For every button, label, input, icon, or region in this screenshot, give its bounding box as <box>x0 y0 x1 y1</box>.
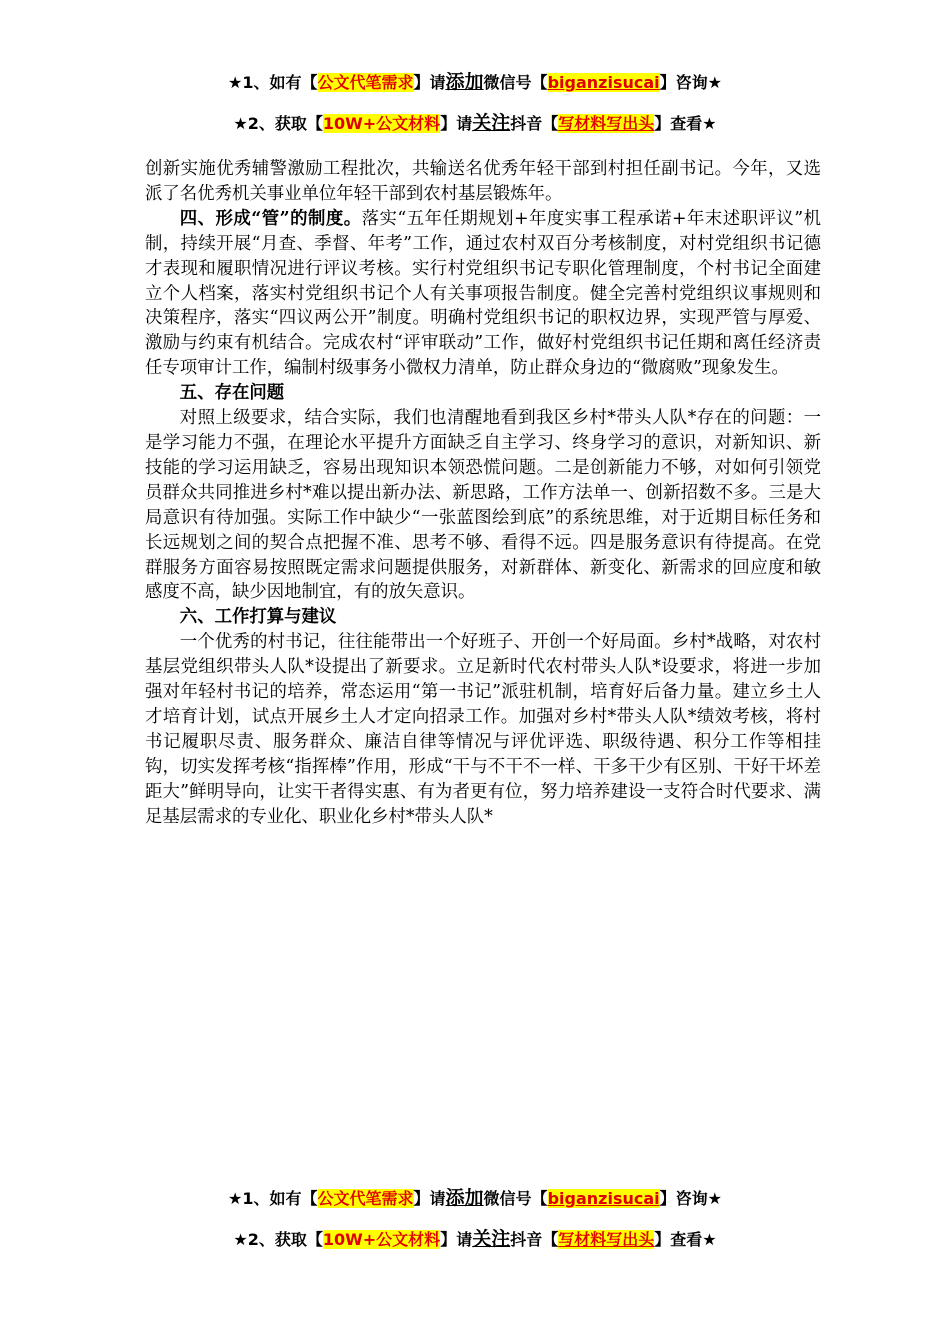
ad-text: 】请 <box>440 1230 473 1249</box>
ad-highlight-service: 公文代笔需求 <box>317 73 414 92</box>
section-5-title: 五、存在问题 <box>179 383 285 404</box>
ad-emphasis: 关注 <box>472 112 511 134</box>
ad-wechat-id: biganzisucai <box>547 1189 660 1208</box>
ad-text: 】请 <box>440 114 473 133</box>
ad-text: 】请 <box>413 1189 446 1208</box>
paragraph-continuation: 创新实施优秀辅警激励工程批次，共输送名优秀年轻干部到村担任副书记。今年，又选派了名优秀机关事业单位年轻干部到农村基层锻炼年。 <box>145 159 821 204</box>
section-6-text: 一个优秀的村书记，往往能带出一个好班子、开创一个好局面。乡村*战略，对农村基层党组织带头人队*设提出了新要求。立足新时代农村带头人队*设要求，将进一步加强对年轻村书记的培养，常态运用“第一书记”派驻机制，培育好后备力量。建立乡土人才培育计划，试点开展乡土人才定向招录工作。加强对乡村*带头人队*绩效考核，将村书记履职尽责、服务群众、廉洁自律等情况与评优评选、职级待遇、积分工作等相挂钩，切实发挥考核“指挥棒”作用，形成“干与不干不一样、干多干少有区别、干好干坏差距大”鲜明导向，让实干者得实惠、有为者更有位，努力培养建设一支符合时代要求、满足基层需求的专业化、职业化乡村*带头人队* <box>145 632 821 827</box>
ad-text: 微信号【 <box>483 73 548 92</box>
section-4-text: 落实“五年任期规划+年度实事工程承诺+年末述职评议”机制，持续开展“月查、季督、年考”工作，通过农村双百分考核制度，对村党组织书记德才表现和履职情况进行评议考核。实行村党组织书记专职化管理制度，个村书记全面建立个人档案，落实村党组织书记个人有关事项报告制度。健全完善村党组织议事规则和决策程序，落实“四议两公开”制度。明确村党组织书记的职权边界，实现严管与厚爱、激励与约束有机结合。完成农村“评审联动”工作，做好村党组织书记任期和离任经济责任专项审计工作，编制村级事务小微权力清单，防止群众身边的“微腐败”现象发生。 <box>145 208 821 379</box>
ad-highlight-materials: 10W+公文材料 <box>322 1230 441 1249</box>
ad-text: 】查看★ <box>654 1230 717 1249</box>
section-5-text: 对照上级要求，结合实际，我们也清醒地看到我区乡村*带头人队*存在的问题：一是学习能力不强，在理论水平提升方面缺乏自主学习、终身学习的意识，对新知识、新技能的学习运用缺乏，容易出现知识本领恐慌问题。二是创新能力不够，对如何引领党员群众共同推进乡村*难以提出新办法、新思路，工作方法单一、创新招数不多。三是大局意识有待加强。实际工作中缺少“一张蓝图绘到底”的系统思维，对于近期目标任务和长远规划之间的契合点把握不准、思考不够、看得不远。四是服务意识有待提高。在党群服务方面容易按照既定需求问题提供服务，对新群体、新变化、新需求的回应度和敏感度不高，缺少因地制宜，有的放矢意识。 <box>145 408 821 603</box>
footer-ad-line-2 <box>0 1228 950 1251</box>
header-ad-line-1 <box>0 71 950 94</box>
ad-text: 抖音【 <box>510 1230 559 1249</box>
ad-text: 】查看★ <box>654 114 717 133</box>
ad-douyin-account: 写材料写出头 <box>558 1230 655 1249</box>
ad-wechat-id: biganzisucai <box>547 73 660 92</box>
ad-text: 】请 <box>413 73 446 92</box>
ad-douyin-account: 写材料写出头 <box>558 114 655 133</box>
ad-highlight-service: 公文代笔需求 <box>317 1189 414 1208</box>
ad-text: 】咨询★ <box>659 73 722 92</box>
ad-text: 微信号【 <box>483 1189 548 1208</box>
ad-text: ★2、获取【 <box>233 114 323 133</box>
ad-text: 抖音【 <box>510 114 559 133</box>
header-ad-line-2 <box>0 112 950 135</box>
document-body <box>145 157 821 829</box>
section-4-paragraph <box>145 207 821 381</box>
ad-text: ★1、如有【 <box>228 1189 318 1208</box>
ad-emphasis: 关注 <box>472 1228 511 1250</box>
footer-ad-line-1 <box>0 1187 950 1210</box>
ad-text: ★1、如有【 <box>228 73 318 92</box>
ad-highlight-materials: 10W+公文材料 <box>322 114 441 133</box>
ad-emphasis: 添加 <box>445 71 484 93</box>
ad-emphasis: 添加 <box>445 1187 484 1209</box>
ad-text: 】咨询★ <box>659 1189 722 1208</box>
section-4-title: 四、形成“管”的制度。 <box>179 208 362 229</box>
section-6-title: 六、工作打算与建议 <box>179 607 337 628</box>
ad-text: ★2、获取【 <box>233 1230 323 1249</box>
